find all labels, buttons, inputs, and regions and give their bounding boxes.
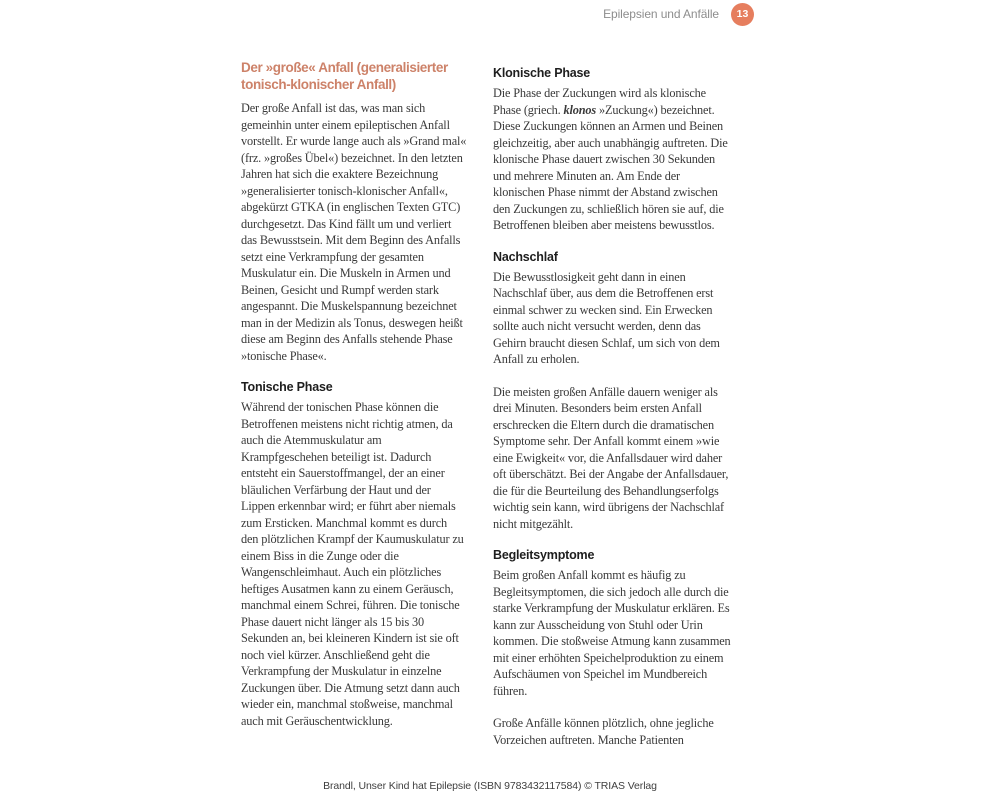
nachschlaf-paragraph-1: Die Bewusstlosigkeit geht dann in einen Nachschlaf über, aus dem die Betroffenen erst einmal schwer zu wecken sind. Ein Erwecken sollte auch nicht versucht werden, denn das Gehirn braucht diesen Schlaf, um sich von dem Anfall zu erholen. bbox=[493, 269, 720, 366]
page-content bbox=[241, 60, 733, 764]
intro-paragraph: Der große Anfall ist das, was man sich gemeinhin unter einem epileptischen Anfall vorstellt. Er wurde lange auch als »Grand mal« (frz. »großes Übel«) bezeichnet. In den letzten Jahren hat sich die exaktere Bezeichnung »generalisierter tonisch-klonischer Anfall«, abgekürzt GTKA (in englischen Texten GTC) durchgesetzt. Das Kind fällt um und verliert das Bewusstsein. Mit dem Beginn des Anfalls setzt eine Verkrampfung der gesamten Muskulatur ein. Die Muskeln in Armen und Beinen, Gesicht und Rumpf werden stark angespannt. Die Muskelspannung bezeichnet man in der Medizin als Tonus, deswegen heißt diese am Beginn des Anfalls stehende Phase »tonische Phase«. bbox=[241, 101, 467, 363]
nachschlaf-paragraph-2: Die meisten großen Anfälle dauern weniger als drei Minuten. Besonders beim ersten Anfall erschrecken die Eltern durch die dramatischen Symptome sehr. Der Anfall kommt einem »wie eine Ewigkeit« vor, die Anfallsdauer wird daher oft überschätzt. Bei der Angabe der Anfallsdauer, die für die Beurteilung des Behandlungserfolgs wichtig sein kann, wird übrigens der Nachschlaf nicht mitgezählt. bbox=[493, 384, 729, 531]
footer-credit: Brandl, Unser Kind hat Epilepsie (ISBN 9783432117584) © TRIAS Verlag bbox=[323, 780, 657, 792]
nachschlaf-heading: Nachschlaf bbox=[493, 249, 558, 264]
klonische-phase-paragraph bbox=[493, 85, 733, 234]
left-column bbox=[241, 60, 467, 764]
page-header bbox=[603, 1, 754, 26]
begleitsymptome-heading: Begleitsymptome bbox=[493, 548, 595, 562]
running-section-title: Epilepsien und Anfälle bbox=[603, 6, 719, 21]
begleitsymptome-paragraph-2: Große Anfälle können plötzlich, ohne jegliche Vorzeichen auftreten. Manche Patienten bbox=[493, 716, 714, 747]
page-number-badge: 13 bbox=[731, 3, 754, 26]
klonische-phase-heading: Klonische Phase bbox=[493, 66, 591, 80]
page-footer bbox=[0, 776, 980, 794]
right-column bbox=[493, 60, 733, 764]
klonische-paragraph-start: Die Phase der Zuckungen wird als klonische Phase (griech. bbox=[493, 86, 706, 117]
tonische-phase-paragraph: Während der tonischen Phase können die Betroffenen meistens nicht richtig atmen, da auch die Atemmuskulatur am Krampfgeschehen beteiligt ist. Dadurch entsteht ein Sauerstoffmangel, der an einer bläulichen Verfärbung der Haut und der Lippen erkennbar wird; er führt aber niemals zum Ersticken. Manchmal kommt es durch den plötzlichen Krampf der Kaumuskulatur zu einem Biss in die Zunge oder die Wangenschleimhaut. Auch ein plötzliches heftiges Ausatmen kann zu einem Geräusch, manchmal einem Schrei, führen. Die tonische Phase dauert nicht länger als 15 bis 30 Sekunden an, bei kleineren Kindern ist sie oft noch viel kürzer. Anschließend geht die Verkrampfung der Muskulatur in einzelne Zuckungen über. Die Atmung setzt dann auch wieder ein, manchmal stoßweise, manchmal auch mit Geräuschentwicklung. bbox=[241, 400, 464, 728]
klonische-paragraph-end: »Zuckung«) bezeichnet. Diese Zuckungen können an Armen und Beinen gleichzeitig, aber auch unabhängig auftreten. Die klonische Phase dauert zwischen 30 Sekunden und mehrere Minuten an. Am Ende der klonischen Phase nimmt der Abstand zwischen den Zuckungen zu, schließlich hören sie auf, die Betroffenen bleiben aber meistens bewusstlos. bbox=[493, 102, 728, 232]
chapter-heading: Der »große« Anfall (generalisierter tonisch-klonischer Anfall) bbox=[241, 60, 448, 92]
begleitsymptome-paragraph-1: Beim großen Anfall kommt es häufig zu Begleitsymptomen, die sich jedoch alle durch die starke Verkrampfung der Muskulatur erklären. Es kann zur Ausscheidung von Stuhl oder Urin kommen. Die stoßweise Atmung kann zusammen mit einer erhöhten Speichelproduktion zu einem Aufschäumen von Speichel im Mundbereich führen. bbox=[493, 568, 731, 698]
greek-term-klonos: klonos bbox=[563, 102, 597, 117]
tonische-phase-heading: Tonische Phase bbox=[241, 380, 333, 394]
